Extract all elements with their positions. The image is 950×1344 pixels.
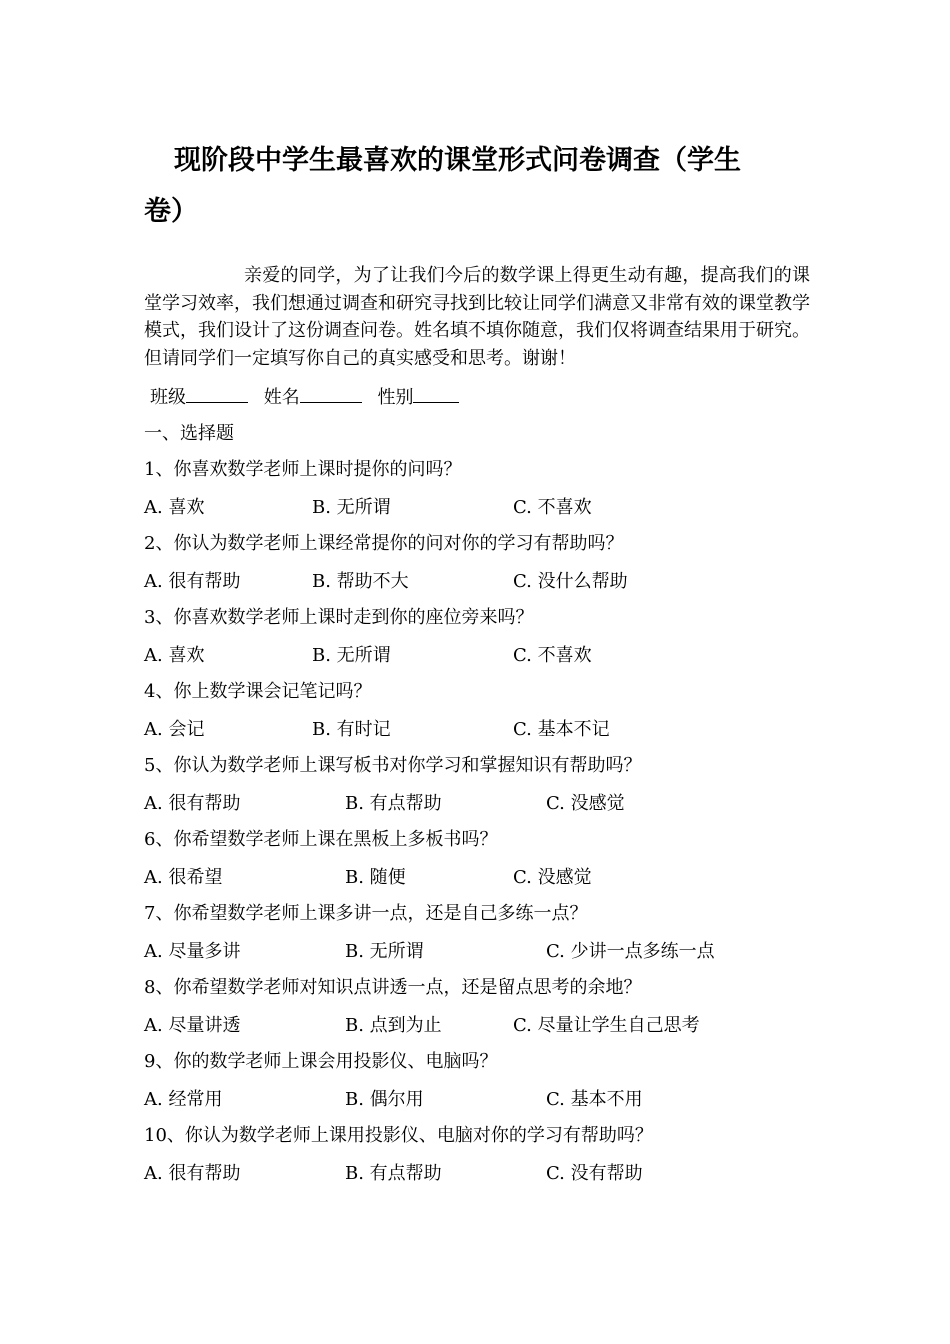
title-line-1: 现阶段中学生最喜欢的课堂形式问卷调查（学生: [174, 145, 741, 176]
q3-option-a[interactable]: A. 喜欢: [144, 645, 205, 666]
q2-option-c[interactable]: C. 没什么帮助: [513, 571, 628, 592]
q4-option-c[interactable]: C. 基本不记: [513, 719, 610, 740]
q8-option-b[interactable]: B. 点到为止: [345, 1015, 442, 1036]
q5-option-b[interactable]: B. 有点帮助: [345, 793, 442, 814]
name-label: 姓名: [263, 387, 300, 408]
q7-option-a[interactable]: A. 尽量多讲: [144, 941, 241, 962]
q9-option-c[interactable]: C. 基本不用: [546, 1089, 643, 1110]
q7-option-b[interactable]: B. 无所谓: [345, 941, 424, 962]
question-4: 4、你上数学课会记笔记吗？: [144, 681, 372, 702]
question-8: 8、你希望数学老师对知识点讲透一点，还是留点思考的余地？: [144, 977, 642, 998]
q10-option-c[interactable]: C. 没有帮助: [546, 1163, 643, 1184]
q2-option-b[interactable]: B. 帮助不大: [312, 571, 409, 592]
q1-option-b[interactable]: B. 无所谓: [312, 497, 391, 518]
q3-option-b[interactable]: B. 无所谓: [312, 645, 391, 666]
student-info-line: [150, 384, 469, 410]
q4-option-a[interactable]: A. 会记: [144, 719, 205, 740]
q6-option-a[interactable]: A. 很希望: [144, 867, 223, 888]
name-blank[interactable]: [300, 384, 362, 403]
question-2: 2、你认为数学老师上课经常提你的问对你的学习有帮助吗？: [144, 533, 624, 554]
q8-option-a[interactable]: A. 尽量讲透: [144, 1015, 241, 1036]
q5-option-c[interactable]: C. 没感觉: [546, 793, 625, 814]
gender-label: 性别: [377, 387, 414, 408]
q3-option-c[interactable]: C. 不喜欢: [513, 645, 592, 666]
question-7: 7、你希望数学老师上课多讲一点，还是自己多练一点？: [144, 903, 588, 924]
q4-option-b[interactable]: B. 有时记: [312, 719, 391, 740]
question-9: 9、你的数学老师上课会用投影仪、电脑吗？: [144, 1051, 498, 1072]
intro-paragraph: 亲爱的同学，为了让我们今后的数学课上得更生动有趣，提高我们的课堂学习效率，我们想通过调查和研究寻找到比较让同学们满意又非常有效的课堂教学模式，我们设计了这份调查问卷。姓名填不填你随意，我们仅将调查结果用于研究。但请同学们一定填写你自己的真实感受和思考。谢谢！: [144, 265, 810, 369]
q6-option-c[interactable]: C. 没感觉: [513, 867, 592, 888]
q9-option-b[interactable]: B. 偶尔用: [345, 1089, 424, 1110]
q7-option-c[interactable]: C. 少讲一点多练一点: [546, 941, 715, 962]
q5-option-a[interactable]: A. 很有帮助: [144, 793, 241, 814]
gender-blank[interactable]: [413, 384, 459, 403]
q9-option-a[interactable]: A. 经常用: [144, 1089, 223, 1110]
q1-option-a[interactable]: A. 喜欢: [144, 497, 205, 518]
q6-option-b[interactable]: B. 随便: [345, 867, 406, 888]
question-1: 1、你喜欢数学老师上课时提你的问吗？: [144, 459, 462, 480]
question-10: 10、你认为数学老师上课用投影仪、电脑对你的学习有帮助吗？: [144, 1125, 653, 1146]
class-blank[interactable]: [186, 384, 248, 403]
question-3: 3、你喜欢数学老师上课时走到你的座位旁来吗？: [144, 607, 534, 628]
q10-option-a[interactable]: A. 很有帮助: [144, 1163, 241, 1184]
q2-option-a[interactable]: A. 很有帮助: [144, 571, 241, 592]
section-heading: 一、选择题: [144, 423, 234, 444]
q8-option-c[interactable]: C. 尽量让学生自己思考: [513, 1015, 700, 1036]
question-6: 6、你希望数学老师上课在黑板上多板书吗？: [144, 829, 498, 850]
q1-option-c[interactable]: C. 不喜欢: [513, 497, 592, 518]
title-line-2: 卷）: [144, 196, 198, 227]
class-label: 班级: [150, 387, 186, 408]
question-5: 5、你认为数学老师上课写板书对你学习和掌握知识有帮助吗？: [144, 755, 642, 776]
q10-option-b[interactable]: B. 有点帮助: [345, 1163, 442, 1184]
